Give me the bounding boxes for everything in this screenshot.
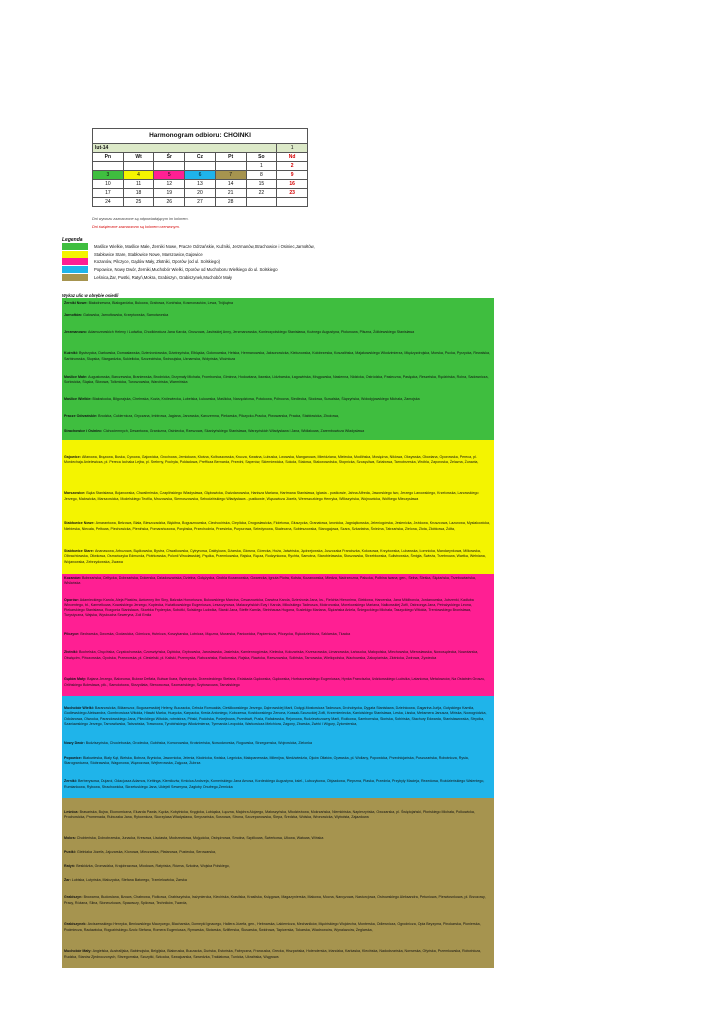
district-block xyxy=(62,480,494,513)
district-name: Żerniki Nowe: xyxy=(64,300,89,305)
district-streets: Chobieńska, Dolnobrzeska, Junacka, Kresowa, Lisciasta, Modrzewiowa, Mojęcicka, Ostrężnowa, Smolna, Szpilkowa, Świerkowa, Uliowa, Watowa, Wińska xyxy=(76,836,324,841)
district-streets: Brasańska, Bujna, Ekonomiczna, Eluarda Pawła, Kącka, Kobylnicka, Kręgicka, Lubiąska, Łączna, Majchra Alojzego, Małoszyńska, Młodzieżowa, Mokrzańska, Niemkińska, Napierzyńska, Owczarska, pl. Świętojański, Płońskiego Michała, Polkowicka, Prochowicka, Promenada, Rubczaka Jana, Rytownicza, Skorzylasa Władysława, Smyrzańska, Sosnowa, Strona, Szczepanowska, Ślepa, Średzka, Wolska, Wronowicka, Wyboista, Zajazdowa xyxy=(64,809,475,819)
district-block xyxy=(62,424,494,440)
calendar-day: 14 xyxy=(215,180,246,189)
district-streets: Bąka Stanisława, Bojanowska, Chwalimirska, Czaplińskiego Władysława, Głębowicka, Gwizdanowska, Hanisza Mariana, Hartmana Stanisława, Iglasta - pustkowie, Jahna Alfreda, Jaworskiego Iwo, Jerzego Lanowskiego, Krzelowska, Lanowskiego Jerzego, Małowicka, Marszowicka, Modelskiego Teofila, Mrozowska, Siemoszowska, Sebodzińskiego Władysława - pustkowie, Wąsowicza Józefa, Wereszczkiego Henryka, Wilkszyńska, Wojnowicka, Wolfkego Mieczysława xyxy=(64,491,479,501)
district-streets: Cichociemnych, Desantowa, Graniczna, Osiniecka, Rzeszowa, Skarżyńskiego Stanisława, Warzyńskich Władysława i Jana, Widłakowa, Zarembowicza Władysława xyxy=(103,429,365,434)
calendar-day: 16 xyxy=(277,180,308,189)
district-block xyxy=(62,574,494,588)
weekday-header: Cz xyxy=(185,153,216,162)
legend-swatch xyxy=(62,243,88,250)
district-name: Żerniki: xyxy=(64,779,78,784)
district-streets: Lubiska, Lutyńska, Malczycka, Stefana Batorego, Trzmielowicka, Żarska xyxy=(71,877,187,882)
district-name: Grabiszyn: xyxy=(64,895,84,900)
calendar-day xyxy=(246,198,277,207)
district-block xyxy=(62,860,494,874)
district-streets: Baranowicka, Bilżanszcz, Boguszewskiej Heleny, Buczacka, Cebula Romualda, Cieślikowskiego Jerzego, Dąbrowskiej Marii, Dołęgi-Mostowicza Tadeusza, Drohobycka, Dygata Stanisława, Dzielnicowa, Gagarina Jurija, Gutyckiego Kamila, Godlewskiego Aleksandra, Gombrowicza Witolda, Hławki Marka, Huzycka, Karpacka, Kreda Antoniego, Kobczewa, Kostdowskiego Zenona, Kossak-Szczuckiej Zofii, Krzemieniecka, Kaniciskiego Stanisława, Leska, Lisska, Meksmera Janusza, Mińska, Nowogródzka, Odolanowa, Olwocka, Parandowskiego Jana, Pilecldiego Witolda, rotmistrza, Piński, Podolska, Pośrejbowa, Przedświt, Pusla, Rafałowska, Rejonowa, Rudziewiczowny Marii, Rożkowa, Sambornska, Słońska, Sobińska, Stachury Edwarda, Stanisławowska, Strycika, Szaniawskiego Jerzego, Tarnowiiwska, Tatrzańska, Trawnowa, Tyrobińskiego Włodzimierza, Tyrmanda Leopolda, Warkowicza Melchiora, Zagony, Zbarska, Żwirki i Wigury, Żytomierska, xyxy=(64,706,487,726)
district-streets: Bochelska, Chęcińska, Częstochowska, Czorsztyńska, Dębicka, Grybowska, Jarosławska, Jasielska, Kamiennogórska, Kielecka, Kolczańska, Krzeszowska, Limanowska, Łańcucka, Małopolska, Miechowska, Mierosławska, Nowosądecka, Nowotarska, Oświęcim, Pińczowska, Opolska, Przeworska, pl. Ciesielski, pl. Kaliski, Przemyska, Rabczańska, Radomska, Rajska, Rawicka, Rzeszowska, Solińska, Tarnowska, Wieliopolska, Wachowska, Zakopiańska, Złotnicka, Żwirowa, Żywiecka xyxy=(64,650,479,660)
calendar-day: 17 xyxy=(93,189,124,198)
district-streets: Augustowska, Barczewska, Braniewska, Brodnicka, Drzymały Michała, Fromborska, Giminna, Hodowlana, Iławska, Lidzbarska, Łagowińska, Mrągowska, Nasienna, Nidzicka, Ostródzka, Pasieczna, Pasłęcka, Reszelska, Rędzińska, Rolna, Sadownicza, Sorkwicka, Śląska, Śliwowa, Tolkmicka, Turoszowska, Warcińska, Warmińska xyxy=(64,374,489,384)
district-streets: Ananasowa, Arbuzowa, Bądkowska, Bystra, Chwałkowska, Cytrynowa, Daktylowa, Dżarska, Głowna, Górecka, Hoża, Jatwińska, Jędrzejowska, Juszczaka Franciszka, Kokosowa, Krzyżowska, Lubawska, Łomnicka, Mandarynkowa, Milkowska, Olbrachtowska, Oliwkowa, Osmańczyka Edmunda, Piotrkowska, Polonii Wrocławskiej, Prędka, Przemkowska, Rajska, Rącza, Rodzynkowa, Rychta, Samotna, Starobielawska, Stoszowska, Strzebłowska, Sulistrowska, Śmigła, Świeża, Trzebnowa, Wartka, Wełniana, Wojanowska, Zebrzydowska, Żwawa xyxy=(64,549,486,564)
district-block xyxy=(62,588,494,628)
legend-swatch xyxy=(62,266,88,273)
district-group xyxy=(62,574,494,696)
district-block xyxy=(62,832,494,846)
district-block xyxy=(62,513,494,540)
calendar-day: 8 xyxy=(246,171,277,180)
district-name: Strachowice i Osiniec: xyxy=(64,429,104,434)
district-block xyxy=(62,323,494,343)
calendar-day xyxy=(215,162,246,171)
district-name: Stabłowice Stare: xyxy=(64,549,95,554)
legend-item xyxy=(62,251,315,259)
district-block xyxy=(62,874,494,887)
district-name: Pustki: xyxy=(64,850,77,855)
district-streets: Berberysowa, Dujaroi, Odacjusza Adamos, Kettinga, Kiemlicziw, Kmicica Andrzeja, Komeńskiego Jana Amosa, Kordeckiego Augustyna, ksiel., Lubczykowa, Objazdowa, Pieprzna, Plaska, Przednia, Przybyły Macieja, Rezedowa, Roździeńskiego Walentego, Rumiankowa, Rybowa, Strachowicka, Skrzetuskiego Jana, Uklejeli Seweryna, Zagłoby Onufrego,Żernicka xyxy=(64,779,485,789)
district-streets: Gałowska, Jarnołtowska, Krzeptowska, Samotworska xyxy=(83,313,169,318)
weekday-header: Śr xyxy=(154,153,185,162)
district-streets: Bystrzycka, Darłowska, Domasławska, Dzierżoniowska, Dźwirzyńska, Elbląska, Gołonowska, Helska, Hermanowska, Jaksonowicka, Kiełczowska, Kołobrzeska, Koszalińska, Majakowskiego Włodzimierza, Międzyzdrojska, Morska, Pucka, Pyrzycka, Rewalska, Sarbinowska, Słupska, Stargardzka, Sukiełicka, Szczecińska, Świnoujska, Uznamska, Wołyńska, Woźnicza xyxy=(64,351,491,361)
district-name: Gądów Mały: xyxy=(64,677,88,682)
legend-label: Stabłowice Stare, Stabłowice Nowe, Marszowice,Gajowice xyxy=(94,251,203,257)
district-block xyxy=(62,390,494,410)
district-name: Leśnica: xyxy=(64,809,80,814)
district-name: Kozanów: xyxy=(64,575,82,580)
calendar-day: 18 xyxy=(123,189,154,198)
legend-item xyxy=(62,243,315,251)
district-name: Żar: xyxy=(64,877,72,882)
legend xyxy=(62,243,315,281)
district-streets: Angielska, Australijska, Babimojska, Belgijska, Białoruska, Buczacka, Duńska, Estońska, Fabryczna, Francuska, Grecka, Hiszpańska, Holenderska, Irlandzka, Karkaska, Klecińska, Nadodrzańska, Norweska, Ofyńska, Przemkowska, Robotnicza, Rudzka, Stanów Zjednoczonych, Strzegomska, Szczytki, Szkocka, Szwajcarska, Szwedzka, Trakłatowa, Tunicka, Ukraińska, Wągrowa xyxy=(64,949,482,959)
legend-item xyxy=(62,273,315,281)
district-block xyxy=(62,298,494,309)
district-group xyxy=(62,298,494,440)
district-block xyxy=(62,343,494,370)
district-name: Ratyń: xyxy=(64,864,77,869)
district-block xyxy=(62,887,494,914)
district-name: Marszowice: xyxy=(64,491,87,496)
note-collection-days: Dni wywozu zaznaczone są odpowiadającym im kolorem. xyxy=(92,217,189,221)
district-streets: Bobrzańska, Celtycka, Dobrzańska, Dokerska, Dziadoszańska, Dzielna, Gołężycka, Grobla Kozanowska, Gwarecka, Ignuta Piotra, Kołsta, Kozanowska, Miedza, Nadrzeczna, Pałucka, Polbina Iwana; gen., Selna, Śleśka, Ślężańska, Trzebowiańska, Wiślańska xyxy=(64,575,476,585)
district-block xyxy=(62,751,494,771)
weekday-header: Wt xyxy=(123,153,154,162)
calendar-day xyxy=(277,198,308,207)
calendar-week xyxy=(93,180,308,189)
calendar-day: 6 xyxy=(185,171,216,180)
district-group xyxy=(62,696,494,798)
district-block xyxy=(62,440,494,480)
calendar-day: 9 xyxy=(277,171,308,180)
district-streets: Adamieckiego Karola, Aleja Plastów, Awicenny Ibn Siny, Balzaka Honoriusza, Bukowskiego Marcina, Cesarzowicka, Darwina Karola, Dzierżonia Jana, ks., Fielchta Hieronima, Giełdowa, Harcerska, Jana Mikilborcia, Jordanowska, Jutrzenki, Kadłuba Wincentego, bł., Karmelkowa, Kowalskiego Jerzego, Kupiecka, Kwiatkowskiego Eugeniusza, Leszczynowa, Malaczyńskich Ewy i Karola, Mikulskiego Tadeusza, Mokronoska, Morelowskiego Mariana, Nałkowskiej Zofii, Ostrzonga Jana, Petrażyckiego Leona, Piekarskiego Stanisława, Rozgonia Stanisława, Skarbka Fryderyka, Sobótki, Solskiego Ludwika, Stanki Jana, Steffe Kamila, Steinhausa Hugona, Susiekigo Mariana, Ślężańska Aniela, Śniegockiego Michała, Taszyckiego Witolda, Trentowskiego Bronisława, Turystyczna, Wajska, Wysłoucha Seweryna, Zoli Emila xyxy=(64,597,474,618)
district-name: Popowice: xyxy=(64,755,83,760)
calendar-week xyxy=(93,171,308,180)
calendar-day: 11 xyxy=(123,180,154,189)
legend-label: Maślice Wielkie, Maślice Małe, Żerniki Nowe, Pracze Odrzańskie, Kuźniki, Jerzmanów,Strachowice i Osiniec,Jarnołtów, xyxy=(94,244,315,250)
district-streets: Afianowa, Brązowa, Buska, Cynowa, Gajowicka, Grochowa, Jemiołowa, Kłośna, Kolbuszowska, Krucza, Kwaśna, Lubuska, Lwowska, Manganowa, Mieńdziana, Mielecka, Modlińska, Mosiężna, Niklowa, Oksywska, Ołowiana, Oporowska, Pereca, pl. Mordechaja Anielewicza, pl. Pereca Icchaka Lejba, pl. Srebrny, Pochyła, Pokładowa, Prefficza Bernarda, Przedni, Saperów, Skierniewicka, Sokola, Stalowa, Stalowowolska, Stopnicka, Szczęsliwa, Sztabowa, Tarnobrzeska, Wróbla, Zaporoska, Żelazna, Żurawia, xyxy=(64,454,479,464)
weekday-header: Pt xyxy=(215,153,246,162)
calendar-month-index: 1 xyxy=(277,144,308,153)
calendar-day: 7 xyxy=(215,171,246,180)
calendar-day: 10 xyxy=(93,180,124,189)
district-block xyxy=(62,846,494,860)
district-streets: Gielniaka Józefa, Jajczarska, Klonowa, Mleczarska, Płatanowa, Pustecka, Serowarska, xyxy=(76,850,217,855)
district-block xyxy=(62,737,494,751)
calendar-day: 20 xyxy=(185,189,216,198)
district-block xyxy=(62,370,494,390)
district-name: Jarnołtów: xyxy=(64,313,84,318)
district-streets: Bednarska, Dworska, Godawicka, Górnicza, Hutnicza, Koszykarska, Lotnicza, Mączna, Murarska, Paniowicka, Papiernicza, Pilczycka, Rękodzielnicza, Szklarska, Tkacka xyxy=(80,632,351,637)
calendar-day xyxy=(93,162,124,171)
calendar-day xyxy=(123,162,154,171)
district-streets: Arciszewskiego Henryka, Beniowskiego Maurycego, Blacharska, Domeyki Ignacego, Hallera Józefa, gen., Hebnarska, Lakiernicza, Mechaników, Męcińskiego Wojciecha, Monterska, Odlewnicza, Ogrodnicza, Opia Beyzyma, Pinokarska, Pionierska, Podmiecza, Racławicka, Rogozińskiego-Szolc Stefana, Romera Eugeniusza, Rymarska, Słotarska, Szlifierska, Ślusarska, Świdrowa, Tapicerska, Tokarska, Wiadrowców, Wynalazców, Żeglarska, xyxy=(64,922,481,932)
district-block xyxy=(62,628,494,642)
calendar-day: 22 xyxy=(246,189,277,198)
street-list xyxy=(62,298,494,968)
calendar-day: 4 xyxy=(123,171,154,180)
district-name: Muchobór Wielki: xyxy=(64,706,95,711)
district-streets: Beskidzka, Gromadzka, Krajobrazowa, Miodowa, Ratyńska, Równa, Szkolna, Wojska Polskiego, xyxy=(76,864,230,869)
district-name: Maślice Małe: xyxy=(64,374,89,379)
district-name: Mokra: xyxy=(64,836,77,841)
district-block xyxy=(62,941,494,968)
calendar-day: 23 xyxy=(277,189,308,198)
weekday-header: Pn xyxy=(93,153,124,162)
district-block xyxy=(62,410,494,424)
district-block xyxy=(62,914,494,941)
calendar-day: 3 xyxy=(93,171,124,180)
calendar-day: 13 xyxy=(185,180,216,189)
legend-swatch xyxy=(62,251,88,258)
street-list-title: Wykaz ulic w obrębie osiedli xyxy=(62,293,119,298)
district-name: Kuźniki: xyxy=(64,351,79,356)
district-streets: Białostocka, Biłgorajska, Chełmska, Kozia, Królewiecka, Lubelska, Łukowska, Maślicka, Narzędziowa, Potokowa, Północna, Siedlecka, Słodowa, Suwalska, Śląrzyńska, Wołodyjowskiego Michała, Zamojska xyxy=(92,397,420,402)
district-name: Złotniki: xyxy=(64,650,79,655)
calendar-day: 24 xyxy=(93,198,124,207)
calendar-day: 21 xyxy=(215,189,246,198)
district-streets: Adamczewskich Heleny i Ludwika, Chodkiewicza Jana Karola, Gruszowa, Jasińskiej Anny, Jerzmanowska, Konieczpolskiego Stanisława, Koźnego Augustyna, Piołunowa, Pliszna, Żółkiewskiego Stanisława xyxy=(87,330,415,335)
calendar-day: 27 xyxy=(185,198,216,207)
legend-item xyxy=(62,266,315,274)
legend-item xyxy=(62,258,315,266)
district-name: Gajowice: xyxy=(64,454,82,459)
calendar-week xyxy=(93,189,308,198)
weekday-header: So xyxy=(246,153,277,162)
legend-label: Leśnica,Żar, Pustki, Ratyń,Mokra, Grabiszyn, Grabiszynek,Muchobór Mały xyxy=(94,274,233,280)
calendar-day: 1 xyxy=(246,162,277,171)
district-block xyxy=(62,669,494,696)
legend-swatch xyxy=(62,258,88,265)
calendar-day: 5 xyxy=(154,171,185,180)
district-name: Pilczyce: xyxy=(64,632,81,637)
calendar-day xyxy=(185,162,216,171)
district-block xyxy=(62,642,494,669)
district-block xyxy=(62,696,494,737)
district-name: Oporów: xyxy=(64,597,80,602)
calendar-day: 2 xyxy=(277,162,308,171)
district-group xyxy=(62,440,494,574)
district-group xyxy=(62,798,494,968)
calendar-week xyxy=(93,198,308,207)
district-name: Jerzmanowo: xyxy=(64,330,88,335)
calendar-day: 26 xyxy=(154,198,185,207)
calendar-day: 25 xyxy=(123,198,154,207)
district-name: Grabiszynek: xyxy=(64,922,88,927)
note-holidays: Dni świąteczne zaznaczono są kolorem czerwonym. xyxy=(92,225,180,229)
calendar-week xyxy=(93,162,308,171)
district-streets: Budziszyńska, Chociebuska, Grodecka, Gubińska, Komorowska, Krośnieńska, Nowodworska, Rogowska, Strzegomska, Wojrowicka, Zielonka xyxy=(85,741,313,746)
calendar-month: lut-14 xyxy=(93,144,277,153)
legend-label: Kozanów, Pilczyce, Gądów Mały, Złotniki, Oporów (od ul. Solskiego) xyxy=(94,259,221,265)
calendar-day: 19 xyxy=(154,189,185,198)
calendar-day: 15 xyxy=(246,180,277,189)
calendar-day: 28 xyxy=(215,198,246,207)
district-block xyxy=(62,771,494,798)
district-name: Pracze Odrzańskie: xyxy=(64,414,99,419)
weekday-header: Nd xyxy=(277,153,308,162)
calendar-day xyxy=(154,162,185,171)
calendar-day: 12 xyxy=(154,180,185,189)
district-name: Maślice Wielkie: xyxy=(64,397,93,402)
district-streets: Bajana Jerzego, Balonowa, Bulwar Deflata, Bulwar Ikara, Bystrzycka, Drzewieckiego Stefana, Estakada Gądowska, Gądowska, Horbaczewskiego Eugeniusza, Hynka Franciszka, Iżdzkowskiego Ludwika, Lataniowa, Metalowców, Na Ostatnim Groszu, Orlińskiego Bolesława, plk., Samolotowa, Skrzydlata, Sterowcowa, Szomańskiego, Szybowcowa, Tarnalskiego xyxy=(64,677,486,687)
district-block xyxy=(62,540,494,574)
schedule-calendar xyxy=(92,128,308,207)
district-name: Stabłowice Nowe: xyxy=(64,521,96,526)
district-streets: Browarna, Budowlana, Bzowa, Chabrowa, Fiołkowa, Grabiszyńska, Irażyniercka, Klecińska, Krasilska, Krasilska, Księgowa, Magazynierska, Makowa, Mocna, Narcyzowa, Nasturcjowa, Ostrowskiego Aleksandra, Petuniowa, Pierwiosnkowa, pl. Brzozowy, Pracy, Różana, Silna, Słoneczkowa, Spawaczy, Spiżowa, Techników, Twarda, xyxy=(64,895,486,905)
district-streets: Brodzka, Cukiernicza, Gryczana, Imbirowa, Jagiana, Janowska, Karczemna, Piekarska, Pilczycko-Pracka, Piwowarska, Pracka, Stabłowicka, Zbożowa, xyxy=(98,414,340,419)
calendar-title: Harmonogram odbioru: CHOINKI xyxy=(93,129,308,144)
district-streets: Amarantowa, Bełzowa, Biała, Bieszczadzka, Błękitna, Bogusznowska, Ciechocińska, Cieplicka, Drogosławicka, Fioletowa, Głuszycka, Granatowa, Iwonicka, Jagniątkowska, Jeleniogórska, Jesienicka, Jeżdowa, Kruszcowa, Lazurowa, Mysłakowicka, Niebieska, Niecała, Pełtowa, Piechowicka, Pienińska, Pomarańczowa, Porębska, Przechodnia, Przesieka, Purpurowa, Seledynowa, Skałeczna, Sobieszowska, Starogajowa, Szara, Szkarłatna, Śnieżna, Tatrzańska, Zielona, Złota, Żłobkowa, Żółta, xyxy=(64,521,491,531)
district-name: Nowy Dwór: xyxy=(64,741,86,746)
legend-label: Popowice, Nowy Dwór, Żerniki,Muchobór Wielki, Oporów od Muchoboru Wielkiego do ul. Solskiego xyxy=(94,267,278,273)
district-block xyxy=(62,309,494,323)
district-block xyxy=(62,798,494,832)
legend-title: Legenda xyxy=(62,237,83,243)
district-streets: Białodrzewna, Białogardzka, Bukowa, Grabowa, Konińska, Kosmonautów, Lewa, Trójkątna xyxy=(88,300,233,305)
district-name: Muchobór Mały: xyxy=(64,949,93,954)
district-streets: Białowieska, Biały Kąt, Bielska, Bobrza, Brynicka, Jawornicka, Jelenia, Kłodnicka, Kwiska, Legnicka, Małopanewska, Milenijna, Niedźwiedzia, Ojców Ołłatów, Opawska, pl. Wollany, Popowicka, Przednicjańska, Puszczańska, Robotnicza, Rysia, Starograniczna, Stobrawska, Wagonowa, Wąwozowa, Wejherowska, Zajęcza, Żubrza xyxy=(64,755,469,765)
legend-swatch xyxy=(62,274,88,281)
